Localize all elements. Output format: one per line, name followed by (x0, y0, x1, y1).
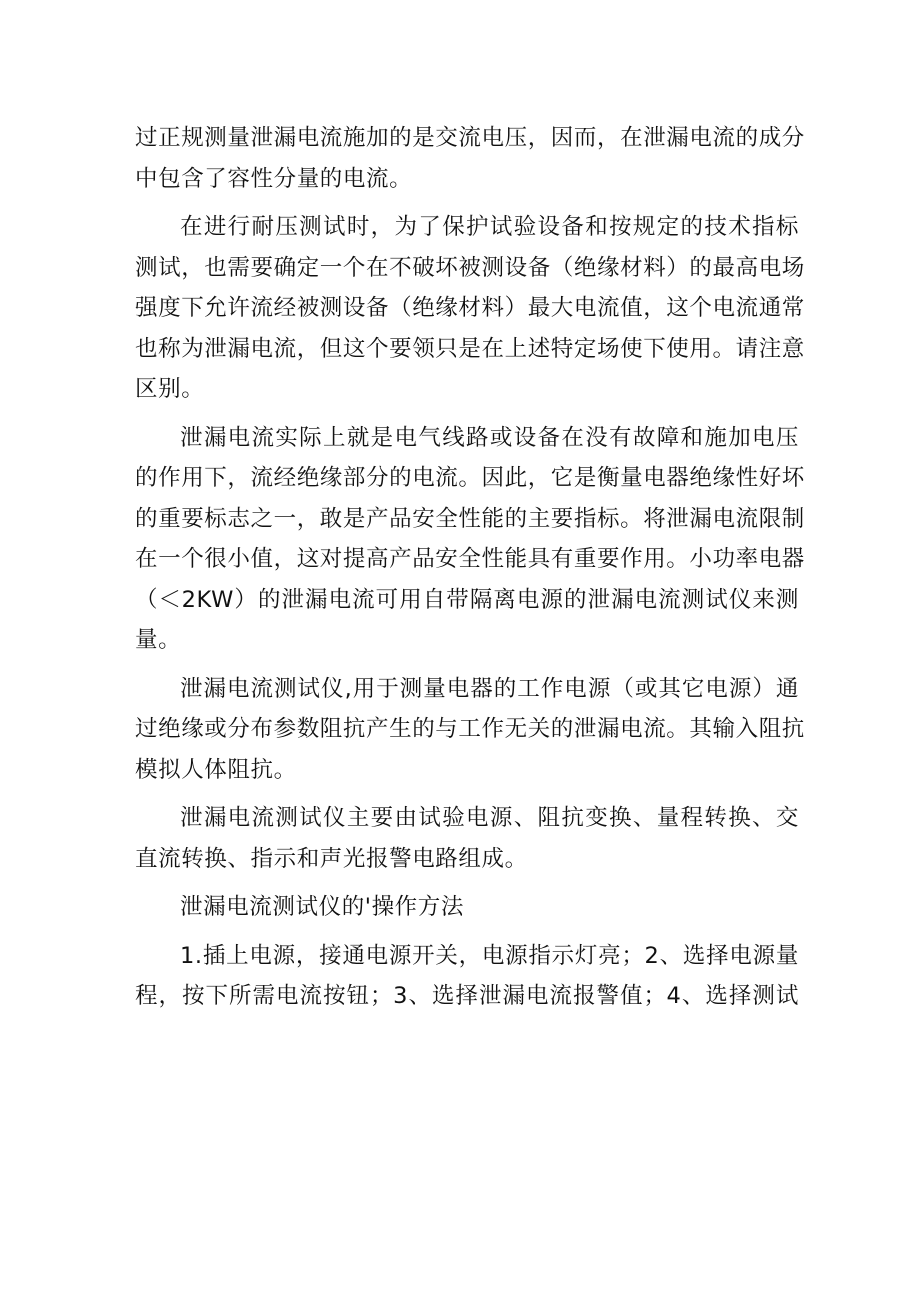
text-line: 在进行耐压测试时，为了保护试验设备和按规定的技术指标 (180, 214, 799, 240)
text-line: 过绝缘或分布参数阻抗产生的与工作无关的泄漏电流。其输入阻抗 (135, 716, 805, 742)
paragraph-3 (135, 418, 805, 661)
text-line: 的重要标志之一，敢是产品安全性能的主要指标。将泄漏电流限制 (135, 505, 805, 532)
text-line: 1.插上电源，接通电源开关，电源指示灯亮；2、选择电源量 (180, 942, 799, 969)
text-line: 的作用下，流经绝缘部分的电流。因此，它是衡量电器绝缘性好坏 (135, 465, 805, 491)
text-line: 泄漏电流测试仪,用于测量电器的工作电源（或其它电源）通 (180, 675, 799, 702)
text-line: 泄漏电流实际上就是电气线路或设备在没有故障和施加电压 (180, 424, 799, 451)
text-line: 在一个很小值，这对提高产品安全性能具有重要作用。小功率电器 (135, 546, 805, 572)
text-line: 强度下允许流经被测设备（绝缘材料）最大电流值，这个电流通常 (135, 295, 805, 321)
section-heading: 泄漏电流测试仪的'操作方法 (180, 894, 464, 920)
paragraph-4 (135, 669, 805, 791)
text-line: 也称为泄漏电流，但这个要领只是在上述特定场使下使用。请注意 (135, 335, 805, 362)
text-line: 中包含了容性分量的电流。 (135, 165, 413, 192)
text-line: 区别。 (135, 376, 205, 402)
text-line: 量。 (135, 627, 182, 653)
text-line: 直流转换、指示和声光报警电路组成。 (135, 845, 528, 872)
text-line: 程，按下所需电流按钮；3、选择泄漏电流报警值；4、选择测试 (135, 983, 799, 1009)
paragraph-6-heading (135, 887, 799, 928)
text-line: 过正规测量泄漏电流施加的是交流电压，因而，在泄漏电流的成分 (135, 125, 805, 151)
document-body (135, 118, 805, 1025)
paragraph-2 (135, 207, 805, 410)
text-line: （＜2KW）的泄漏电流可用自带隔离电源的泄漏电流测试仪来测 (135, 586, 799, 613)
text-line: 测试，也需要确定一个在不破坏被测设备（绝缘材料）的最高电场 (135, 254, 805, 281)
text-line: 泄漏电流测试仪主要由试验电源、阻抗变换、量程转换、交 (180, 805, 799, 831)
text-line: 模拟人体阻抗。 (135, 756, 297, 783)
paragraph-1 (135, 118, 805, 199)
paragraph-5 (135, 798, 799, 879)
paragraph-7 (135, 936, 799, 1017)
